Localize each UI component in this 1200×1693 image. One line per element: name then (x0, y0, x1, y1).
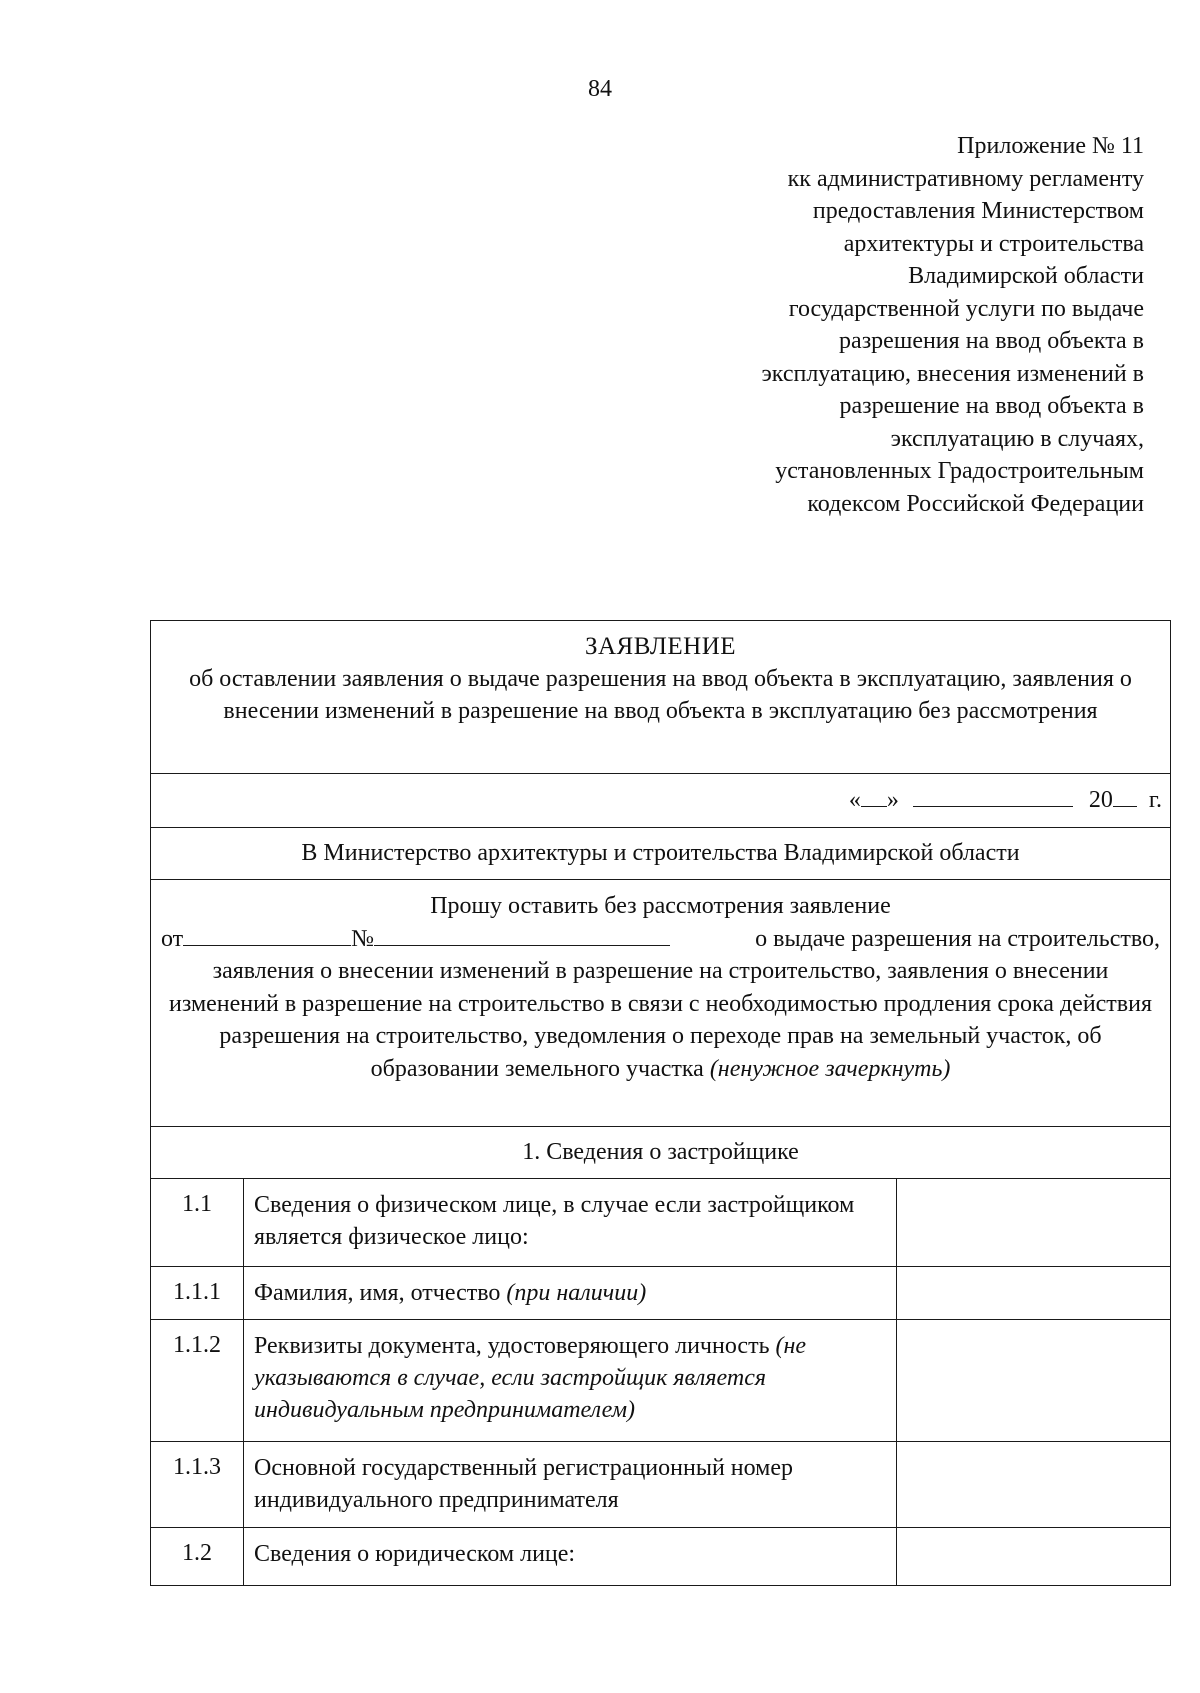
month-field[interactable] (913, 784, 1073, 807)
table-row (151, 1441, 1170, 1527)
appendix-line: разрешение на ввод объекта в (839, 393, 1144, 419)
item-text: Реквизиты документа, удостоверяющего личность (254, 1333, 770, 1359)
year-field[interactable] (1113, 784, 1137, 807)
table-row (151, 1178, 1170, 1266)
item-text: Сведения о юридическом лице: (254, 1541, 576, 1567)
item-label (244, 1179, 897, 1266)
appendix-line: кодексом Российской Федерации (807, 490, 1144, 517)
request-note: (ненужное зачеркнуть) (709, 1055, 951, 1082)
item-text: Основной государственный регистрационный номер индивидуального предпринимателя (254, 1455, 794, 1513)
form-title: ЗАЯВЛЕНИЕ (584, 633, 737, 660)
appendix-line: государственной услуги по выдаче (788, 295, 1144, 322)
appendix-line: разрешения на ввод объекта в (839, 328, 1144, 354)
item-value-field[interactable] (897, 1442, 1170, 1527)
item-note: (при наличии) (506, 1280, 647, 1306)
date-close-quote: » (886, 787, 899, 813)
item-number: 1.1.3 (151, 1442, 244, 1527)
table-row (151, 1527, 1170, 1585)
item-label (244, 1267, 897, 1319)
item-value-field[interactable] (897, 1179, 1170, 1266)
item-label (244, 1442, 897, 1527)
item-number: 1.2 (151, 1528, 244, 1585)
item-value-field[interactable] (897, 1528, 1170, 1585)
request-first-line: Прошу оставить без рассмотрения заявление (430, 893, 891, 919)
request-date-field[interactable] (183, 923, 351, 946)
item-label (244, 1528, 897, 1585)
day-field[interactable] (861, 784, 887, 807)
request-rest-first: о выдаче разрешения на строительство, (755, 925, 1160, 952)
table-row (151, 1266, 1170, 1319)
request-second-line (161, 923, 1160, 956)
item-number: 1.1 (151, 1179, 244, 1266)
form-subtitle: об оставлении заявления о выдаче разрешения на ввод объекта в эксплуатацию, заявления о внесении изменений в разрешение на ввод объекта в эксплуатацию без рассмотрения (189, 666, 1132, 724)
item-label (244, 1320, 897, 1441)
form-title-block (151, 621, 1170, 773)
item-text: Фамилия, имя, отчество (254, 1280, 501, 1306)
table-row (151, 1319, 1170, 1441)
appendix-line: установленных Градостроительным (775, 458, 1144, 484)
appendix-line: кк административному регламенту (787, 165, 1144, 192)
appendix-line: Владимирской области (908, 263, 1144, 289)
appendix-line: архитектуры и строительства (843, 230, 1144, 257)
application-form (150, 620, 1171, 1586)
date-open-quote: « (848, 787, 861, 813)
number-label: № (351, 925, 375, 952)
appendix-line: предоставления Министерством (812, 198, 1144, 224)
appendix-line: эксплуатацию, внесения изменений в (761, 360, 1144, 387)
appendix-line: Приложение № 11 (957, 133, 1144, 159)
from-label: от (161, 925, 184, 952)
year-suffix: г. (1148, 787, 1162, 813)
item-text: Сведения о физическом лице, в случае если застройщиком является физическое лицо: (254, 1192, 855, 1250)
addressee-row: В Министерство архитектуры и строительства Владимирской области (151, 827, 1170, 879)
item-number: 1.1.1 (151, 1267, 244, 1319)
request-body: заявления о внесении изменений в разрешение на строительство, заявления о внесении изменений в разрешение на строительство в связи с необходимостью продления срока действия разрешения на строительство, уведомления о переходе прав на земельный участок, об образовании земельного участка (168, 958, 1153, 1082)
item-number: 1.1.2 (151, 1320, 244, 1441)
appendix-line: эксплуатацию в случаях, (890, 425, 1144, 452)
item-value-field[interactable] (897, 1320, 1170, 1441)
year-prefix: 20 (1088, 787, 1113, 813)
page-number: 84 (588, 76, 612, 102)
section-title: 1. Сведения о застройщике (151, 1126, 1170, 1178)
request-number-field[interactable] (374, 923, 670, 946)
item-value-field[interactable] (897, 1267, 1170, 1319)
date-row (151, 773, 1170, 827)
appendix-header (624, 130, 1144, 520)
item-note: (не указываются в случае, если застройщик является индивидуальным предпринимателем) (254, 1333, 807, 1423)
request-row (151, 879, 1170, 1126)
